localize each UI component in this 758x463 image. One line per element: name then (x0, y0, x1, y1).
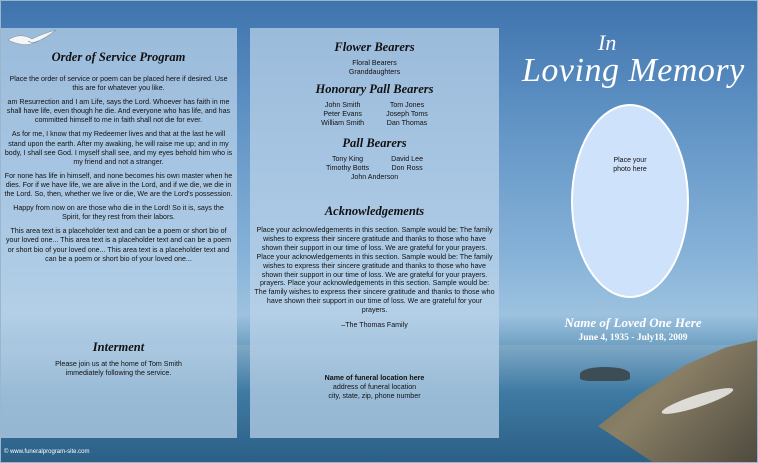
honorary-name: Peter Evans (323, 110, 362, 119)
acknowledgements-title: Acknowledgements (324, 204, 425, 218)
honorary-name: William Smith (321, 119, 365, 128)
flower-bearer-name: Granddaughters (348, 68, 401, 77)
honorary-name: Dan Thomas (386, 119, 428, 128)
order-paragraph: Place the order of service or poem can be placed here if desired. Use this are for whatever you like. (9, 75, 228, 93)
order-paragraph: Happy from now on are those who die in the Lord! So it is, says the Spirit, for they rest from their labors. (13, 204, 224, 222)
flower-bearer-name: Floral Bearers (352, 59, 397, 67)
photo-placeholder-line: Place your (613, 157, 647, 164)
pall-name: Timothy Botts (325, 164, 370, 173)
loving-memory-script-text: Loving Memory (522, 52, 745, 89)
order-paragraph: This area text is a placeholder text and can be a poem or short bio of your loved one... This area text is a placeholder text and can be a poem or short bio of your loved one... This area text is a placeholder text and can be a poem or short bio of your loved one... (5, 227, 232, 263)
order-paragraph: am Resurrection and I am Life, says the Lord. Whoever has faith in me shall have life, even though he die. And everyone who has life, and has committed himself to me in faith shall not die for ever. (6, 98, 231, 125)
honorary-name: John Smith (324, 101, 361, 110)
loved-one-name: Name of Loved One Here (564, 315, 702, 330)
flower-bearers-title: Flower Bearers (334, 40, 415, 54)
pall-name: John Anderson (350, 173, 399, 182)
honorary-name: Tom Jones (389, 101, 425, 110)
order-paragraph: For none has life in himself, and none becomes his own master when he dies. For if we have life, we are alive in the Lord, and if we die, we die in the Lord. So, then, whether we live or die, We are the Lord's possession. (4, 171, 233, 199)
order-title: Order of Service Program (51, 50, 186, 64)
photo-placeholder-line: photo here (613, 166, 647, 173)
life-dates: June 4, 1935 - July18, 2009 (578, 333, 688, 343)
in-script-text: In (598, 30, 617, 55)
location-name: Name of funeral location here (324, 374, 425, 382)
pall-name: Tony King (331, 155, 364, 164)
pall-name: David Lee (391, 155, 424, 164)
interment-title: Interment (92, 340, 145, 354)
location-city: city, state, zip, phone number (328, 392, 421, 401)
acknowledgements-text: Place your acknowledgements in this section. Sample would be: The family wishes to express their sincere gratitude and thanks to those who have shown their support in our time of loss. We are grateful for your prayers. Place your acknowledgements in this section. Sample would be: The family wishes to express their sincere gratitude and thanks to those who have shown their support in our time of loss. We are grateful for your prayers. prayers. Place your acknowledgements in this section. Sample would be: The family wishes to express their sincere gratitude and thanks to those who have shown their support in our time of loss. We are grateful for your prayers. (254, 226, 495, 315)
honorary-pall-bearers-title: Honorary Pall Bearers (315, 82, 434, 97)
location-address: address of funeral location (332, 383, 417, 392)
order-paragraph: As for me, I know that my Redeemer lives and that at the last he will stand upon the earth. After my awaking, he will raise me up; and in my body, I shall see God. I myself shall see, and my eyes behold him who is my friend and not a stranger. (4, 130, 233, 166)
pall-bearers-title: Pall Bearers (342, 136, 407, 151)
honorary-name: Joseph Toms (386, 110, 428, 119)
acknowledgements-signature: –The Thomas Family (341, 321, 408, 330)
pall-name: Don Ross (391, 164, 423, 173)
interment-text: Please join us at the home of Tom Smith immediately following the service. (55, 360, 182, 378)
footer-copyright: © www.funeralprogram-site.com (4, 449, 90, 455)
